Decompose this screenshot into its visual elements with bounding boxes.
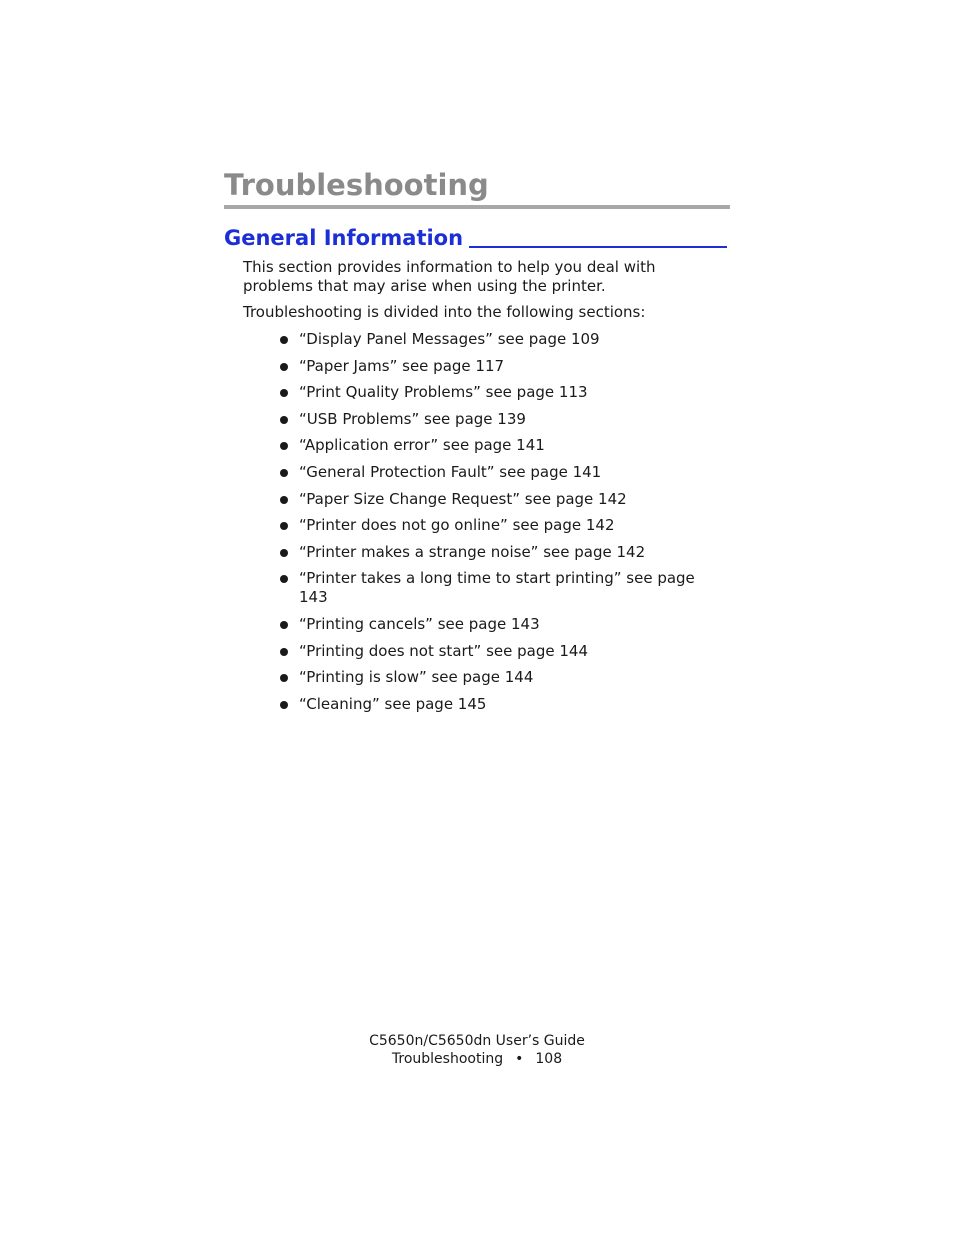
- bullet-icon: [280, 522, 288, 530]
- topic-list-item: [280, 668, 700, 687]
- topic-list-item: [280, 330, 700, 349]
- section-heading-underline: [469, 246, 727, 248]
- bullet-icon: [280, 442, 288, 450]
- list-lead-paragraph: Troubleshooting is divided into the following sections:: [243, 303, 646, 321]
- topic-link[interactable]: “Printer makes a strange noise” see page 142: [299, 542, 646, 561]
- footer-chapter: Troubleshooting: [391, 1051, 504, 1067]
- bullet-icon: [280, 575, 288, 583]
- topic-list-item: [280, 436, 700, 455]
- bullet-icon: [280, 701, 288, 709]
- bullet-icon: [280, 336, 288, 344]
- bullet-icon: [280, 416, 288, 424]
- bullet-icon: [280, 648, 288, 656]
- topic-link[interactable]: “Paper Size Change Request” see page 142: [299, 489, 627, 508]
- topic-link[interactable]: “Print Quality Problems” see page 113: [299, 383, 588, 402]
- topic-link[interactable]: “Printing does not start” see page 144: [299, 641, 588, 660]
- topic-list-item: [280, 615, 700, 634]
- bullet-icon: [280, 674, 288, 682]
- footer-page-info: [300, 1050, 654, 1068]
- topic-list-item: [280, 490, 700, 509]
- footer-guide-title: C5650n/C5650dn User’s Guide: [369, 1033, 585, 1049]
- topic-link[interactable]: “Printer takes a long time to start printing” see page 143: [299, 569, 695, 607]
- topic-list-item: [280, 516, 700, 535]
- topic-list-item: [280, 410, 700, 429]
- footer-separator: •: [515, 1051, 524, 1067]
- topic-list-item: [280, 357, 700, 376]
- topic-link[interactable]: “Printer does not go online” see page 142: [299, 516, 615, 535]
- topic-link[interactable]: “Printing cancels” see page 143: [299, 614, 540, 633]
- section-heading: [224, 224, 730, 252]
- topic-list-item: [280, 383, 700, 402]
- topic-link[interactable]: “Paper Jams” see page 117: [299, 356, 505, 375]
- topic-link[interactable]: “General Protection Fault” see page 141: [299, 462, 602, 481]
- chapter-title-rule: [224, 205, 730, 209]
- section-title: General Information: [224, 226, 464, 250]
- bullet-icon: [280, 469, 288, 477]
- chapter-title: Troubleshooting: [224, 168, 489, 202]
- topic-list-item: [280, 543, 700, 562]
- bullet-icon: [280, 549, 288, 557]
- topic-list-item: [280, 642, 700, 661]
- topic-list-item: [280, 569, 700, 607]
- bullet-icon: [280, 389, 288, 397]
- topic-list-item: [280, 695, 700, 714]
- intro-paragraph: This section provides information to help you deal with problems that may arise when using the printer.: [243, 258, 656, 295]
- bullet-icon: [280, 496, 288, 504]
- bullet-icon: [280, 621, 288, 629]
- topic-list: [280, 330, 700, 721]
- bullet-icon: [280, 363, 288, 371]
- topic-link[interactable]: “USB Problems” see page 139: [299, 409, 526, 428]
- footer-page-number: 108: [535, 1051, 563, 1067]
- topic-link[interactable]: “Cleaning” see page 145: [299, 694, 487, 713]
- topic-link[interactable]: “Application error” see page 141: [299, 436, 545, 455]
- page-footer: [300, 1032, 654, 1068]
- topic-link[interactable]: “Printing is slow” see page 144: [299, 668, 534, 687]
- topic-link[interactable]: “Display Panel Messages” see page 109: [299, 330, 600, 348]
- topic-list-item: [280, 463, 700, 482]
